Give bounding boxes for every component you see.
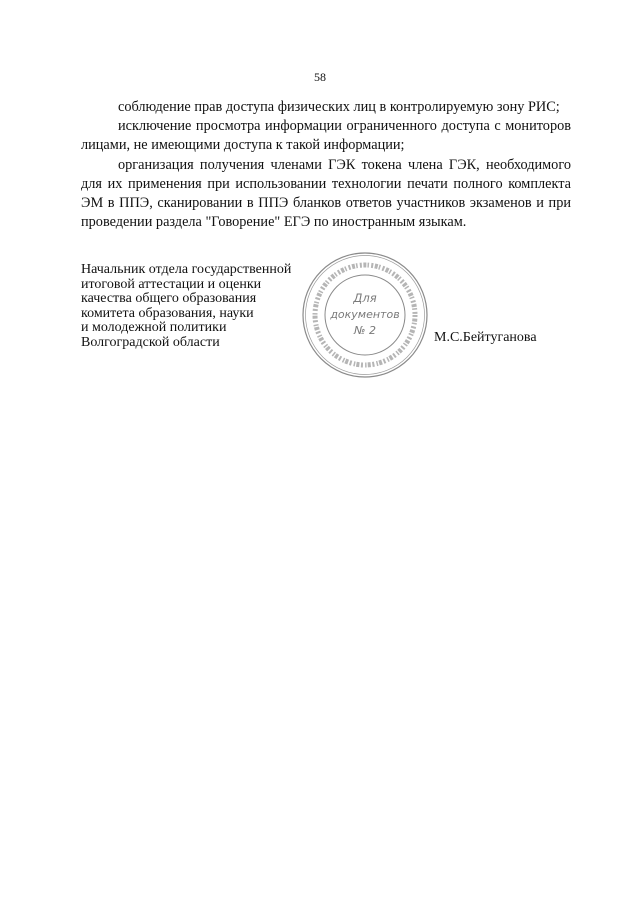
stamp-text: документов	[330, 308, 400, 321]
paragraph: организация получения членами ГЭК токена члена ГЭК, необходимого для их применения при использовании технологии печати полного комплекта ЭМ в ППЭ, сканировании в ППЭ бланков ответов участников экзаменов и при проведении раздела "Говорение" ЕГЭ по иностранным языкам.	[81, 156, 571, 231]
official-stamp	[300, 250, 430, 380]
paragraph: соблюдение прав доступа физических лиц в контролируемую зону РИС;	[118, 99, 560, 115]
position-line: Волгоградской области	[81, 334, 220, 350]
position-line: комитета образования, науки	[81, 305, 254, 321]
stamp-text: Для	[353, 291, 377, 305]
stamp-text: № 2	[354, 324, 376, 337]
signatory-position	[81, 263, 321, 350]
position-line: качества общего образования	[81, 291, 257, 306]
position-line: Начальник отдела государственной	[81, 262, 292, 277]
document-body	[81, 98, 571, 232]
paragraph: исключение просмотра информации ограниченного доступа с мониторов лицами, не имеющими доступа к такой информации;	[81, 118, 571, 154]
stamp-seal-icon	[300, 250, 430, 380]
position-line: и молодежной политики	[81, 320, 227, 335]
position-line: итоговой аттестации и оценки	[81, 276, 262, 292]
signatory-name: М.С.Бейтуганова	[434, 330, 537, 345]
page-number: 58	[314, 70, 326, 84]
